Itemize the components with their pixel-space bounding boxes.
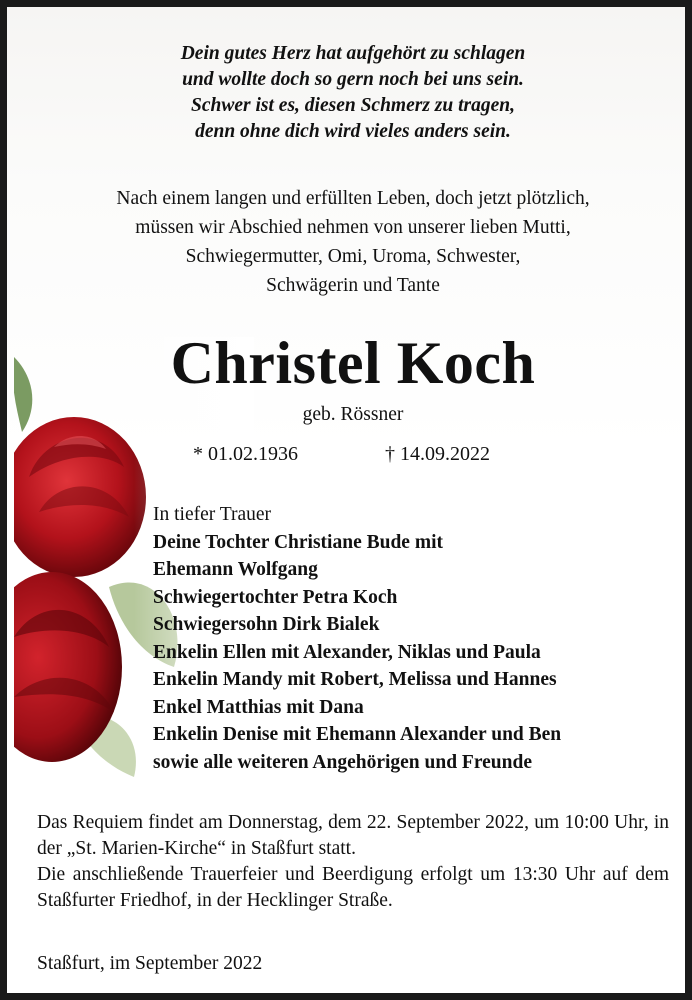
poem-line: und wollte doch so gern noch bei uns sein. — [182, 69, 524, 90]
mourner-line: Enkelin Ellen mit Alexander, Niklas und Paula — [153, 641, 541, 663]
intro-text — [7, 184, 692, 300]
mourner-line: Deine Tochter Christiane Bude mit — [153, 531, 443, 553]
deceased-name: Christel Koch — [170, 330, 536, 396]
mourner-line: Enkel Matthias mit Dana — [153, 696, 364, 718]
poem-line: denn ohne dich wird vieles anders sein. — [195, 121, 511, 142]
mourner-line: sowie alle weiteren Angehörigen und Freunde — [153, 751, 532, 773]
poem-line: Schwer ist es, diesen Schmerz zu tragen, — [191, 95, 515, 116]
poem-line: Dein gutes Herz hat aufgehört zu schlagen — [180, 43, 526, 64]
mourner-line: Enkelin Mandy mit Robert, Melissa und Hannes — [153, 669, 557, 690]
burial-paragraph: Die anschließende Trauerfeier und Beerdigung erfolgt um 13:30 Uhr auf dem Staßfurter Friedhof, in der Hecklinger Straße. — [37, 864, 669, 911]
intro-line: müssen wir Abschied nehmen von unserer lieben Mutti, — [135, 217, 571, 238]
mourner-line: Ehemann Wolfgang — [153, 559, 318, 580]
birth-date: * 01.02.1936 — [193, 443, 298, 465]
mourners-block — [153, 501, 561, 776]
intro-line: Schwiegermutter, Omi, Uroma, Schwester, — [185, 246, 521, 267]
poem — [7, 41, 692, 145]
requiem-paragraph: Das Requiem findet am Donnerstag, dem 22. September 2022, um 10:00 Uhr, in der „St. Marien-Kirche“ in Staßfurt statt. — [37, 812, 669, 859]
service-info — [37, 810, 669, 914]
mourner-line: Enkelin Denise mit Ehemann Alexander und Ben — [153, 724, 562, 745]
maiden-name: geb. Rössner — [302, 404, 404, 425]
place-date: Staßfurt, im September 2022 — [37, 953, 263, 974]
mourner-line: Schwiegersohn Dirk Bialek — [153, 614, 380, 635]
mourner-line: Schwiegertochter Petra Koch — [153, 586, 398, 608]
death-date: † 14.09.2022 — [385, 443, 490, 465]
mourning-intro: In tiefer Trauer — [153, 504, 272, 525]
intro-line: Schwägerin und Tante — [266, 275, 440, 296]
intro-line: Nach einem langen und erfüllten Leben, doch jetzt plötzlich, — [116, 188, 590, 209]
